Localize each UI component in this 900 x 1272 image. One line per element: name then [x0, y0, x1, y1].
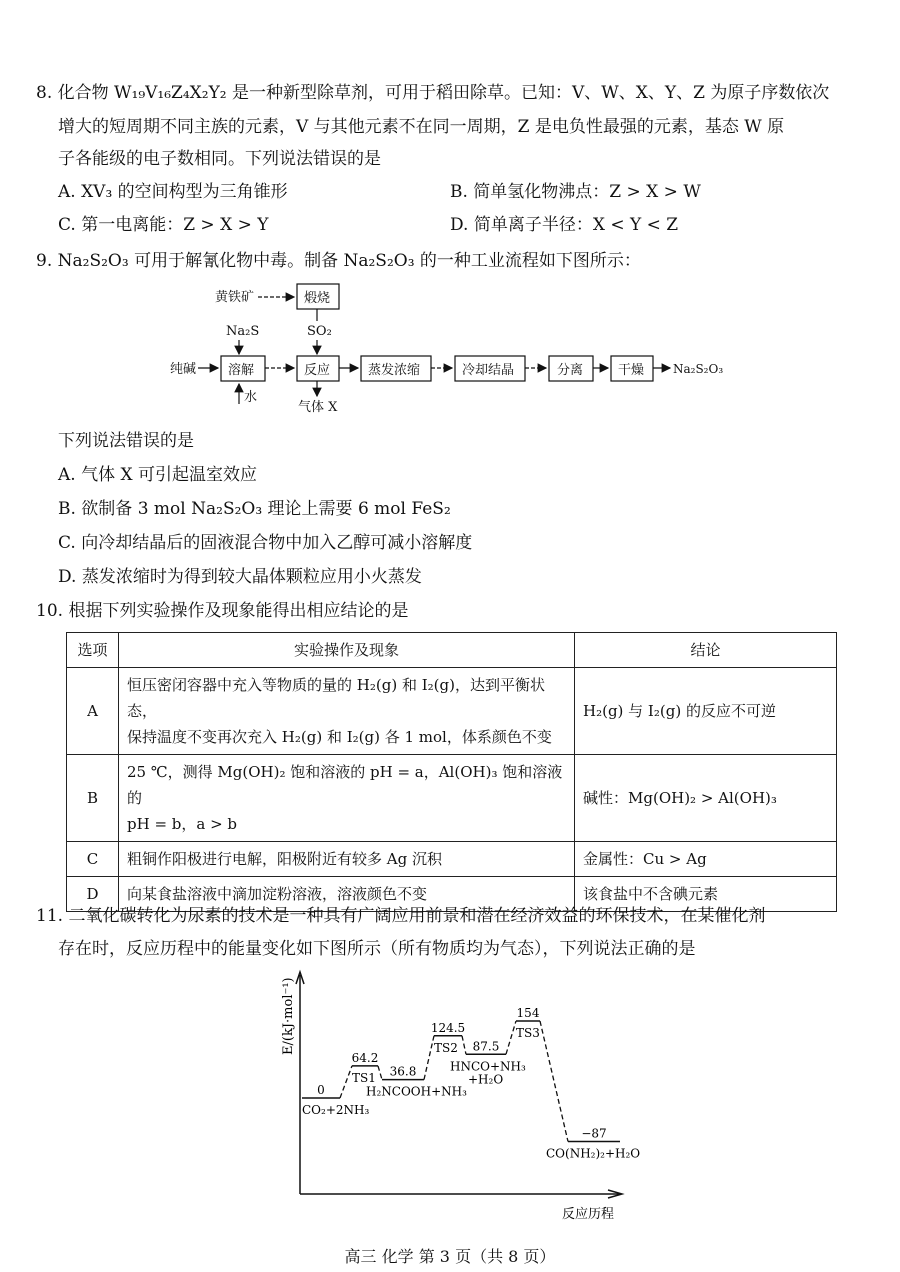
q8-line2: 增大的短周期不同主族的元素，V 与其他元素不在同一周期，Z 是电负性最强的元素，基态 W 原 [58, 117, 785, 137]
row-conclusion: 金属性：Cu > Ag [575, 842, 837, 877]
flow-na2s-label: Na₂S [226, 324, 260, 339]
flow-react-label: 反应 [304, 363, 331, 378]
row-operation: 向某食盐溶液中滴加淀粉溶液，溶液颜色不变 [119, 877, 575, 912]
row-conclusion: 碱性：Mg(OH)₂ > Al(OH)₃ [575, 755, 837, 842]
q9-ask: 下列说法错误的是 [58, 431, 194, 451]
species-label: +H₂O [468, 1072, 504, 1087]
species-label: CO₂+2NH₃ [302, 1103, 370, 1117]
row-option: A [67, 668, 119, 755]
q10-stem: 10. 根据下列实验操作及现象能得出相应结论的是 [36, 601, 409, 621]
header-operation: 实验操作及现象 [119, 633, 575, 668]
flow-dissolve-label: 溶解 [228, 363, 255, 378]
operation-line: 保持温度不变再次充入 H₂(g) 和 I₂(g) 各 1 mol，体系颜色不变 [127, 728, 552, 746]
row-option: B [67, 755, 119, 842]
q8-line1: 8. 化合物 W₁₉V₁₆Z₄X₂Y₂ 是一种新型除草剂，可用于稻田除草。已知：V、W、X、Y、Z 为原子序数依次 [36, 83, 830, 103]
row-conclusion: 该食盐中不含碘元素 [575, 877, 837, 912]
header-conclusion: 结论 [575, 633, 837, 668]
transition-connector [340, 1066, 352, 1098]
species-label: HNCO+NH₃ [450, 1059, 526, 1074]
flow-soda-label: 纯碱 [170, 362, 197, 377]
q9-option-c: C. 向冷却结晶后的固液混合物中加入乙醇可减小溶解度 [58, 533, 473, 553]
row-option: D [67, 877, 119, 912]
flow-so2-label: SO₂ [307, 324, 332, 339]
energy-value-label: 124.5 [430, 1020, 466, 1035]
flow-cool-label: 冷却结晶 [462, 363, 515, 378]
flow-sep-label: 分离 [557, 363, 584, 378]
row-option: C [67, 842, 119, 877]
q9-option-a: A. 气体 X 可引起温室效应 [58, 465, 257, 485]
q9-stem: 9. Na₂S₂O₃ 可用于解氰化物中毒。制备 Na₂S₂O₃ 的一种工业流程如下图所示： [36, 251, 641, 271]
q8-option-b: B. 简单氢化物沸点：Z > X > W [450, 182, 701, 202]
q8-option-a: A. XV₃ 的空间构型为三角锥形 [58, 182, 288, 202]
flow-gasx-label: 气体 X [298, 400, 338, 415]
energy-value-label: 0 [317, 1083, 325, 1097]
transition-connector [540, 1021, 568, 1142]
x-axis-label: 反应历程 [562, 1207, 615, 1222]
energy-value-label: 64.2 [351, 1050, 379, 1065]
energy-value-label: 87.5 [472, 1039, 500, 1054]
y-axis-label: E/(kJ·mol⁻¹) [281, 977, 296, 1055]
row-operation: 粗铜作阳极进行电解，阳极附近有较多 Ag 沉积 [119, 842, 575, 877]
species-label: CO(NH₂)₂+H₂O [546, 1146, 641, 1161]
transition-connector [506, 1021, 516, 1054]
species-label: TS2 [434, 1040, 458, 1055]
flow-evap-label: 蒸发浓缩 [368, 363, 421, 378]
q8-line3: 子各能级的电子数相同。下列说法错误的是 [58, 149, 381, 169]
q8-option-d: D. 简单离子半径：X < Y < Z [450, 215, 679, 235]
operation-line: 25 ℃，测得 Mg(OH)₂ 饱和溶液的 pH = a，Al(OH)₃ 饱和溶液的 [127, 763, 563, 807]
q9-option-d: D. 蒸发浓缩时为得到较大晶体颗粒应用小火蒸发 [58, 567, 422, 587]
energy-value-label: −87 [581, 1126, 607, 1141]
species-label: TS1 [352, 1070, 376, 1085]
page-footer: 高三 化学 第 3 页（共 8 页） [344, 1247, 556, 1266]
flow-water-label: 水 [244, 390, 258, 405]
operation-line: pH = b，a > b [127, 815, 238, 833]
q8-option-c: C. 第一电离能：Z > X > Y [58, 215, 269, 235]
energy-value-label: 154 [516, 1006, 540, 1020]
flow-pyrite-label: 黄铁矿 [215, 290, 255, 305]
flow-dry-label: 干燥 [618, 363, 645, 378]
flow-product-label: Na₂S₂O₃ [673, 362, 724, 376]
q11-line2: 存在时，反应历程中的能量变化如下图所示（所有物质均为气态），下列说法正确的是 [58, 939, 696, 959]
q11-line1: 11. 二氧化碳转化为尿素的技术是一种具有广阔应用前景和潜在经济效益的环保技术，在某催化剂 [36, 906, 766, 926]
row-conclusion: H₂(g) 与 I₂(g) 的反应不可逆 [575, 668, 837, 755]
transition-connector [378, 1066, 382, 1080]
transition-connector [462, 1036, 466, 1055]
transition-connector [424, 1036, 434, 1080]
operation-line: 恒压密闭容器中充入等物质的量的 H₂(g) 和 I₂(g)，达到平衡状态， [127, 676, 545, 720]
species-label: H₂NCOOH+NH₃ [366, 1084, 467, 1099]
header-option: 选项 [67, 633, 119, 668]
q9-option-b: B. 欲制备 3 mol Na₂S₂O₃ 理论上需要 6 mol FeS₂ [58, 499, 451, 519]
species-label: TS3 [516, 1026, 540, 1040]
energy-value-label: 36.8 [389, 1064, 417, 1079]
flow-calcine-label: 煅烧 [304, 291, 331, 306]
